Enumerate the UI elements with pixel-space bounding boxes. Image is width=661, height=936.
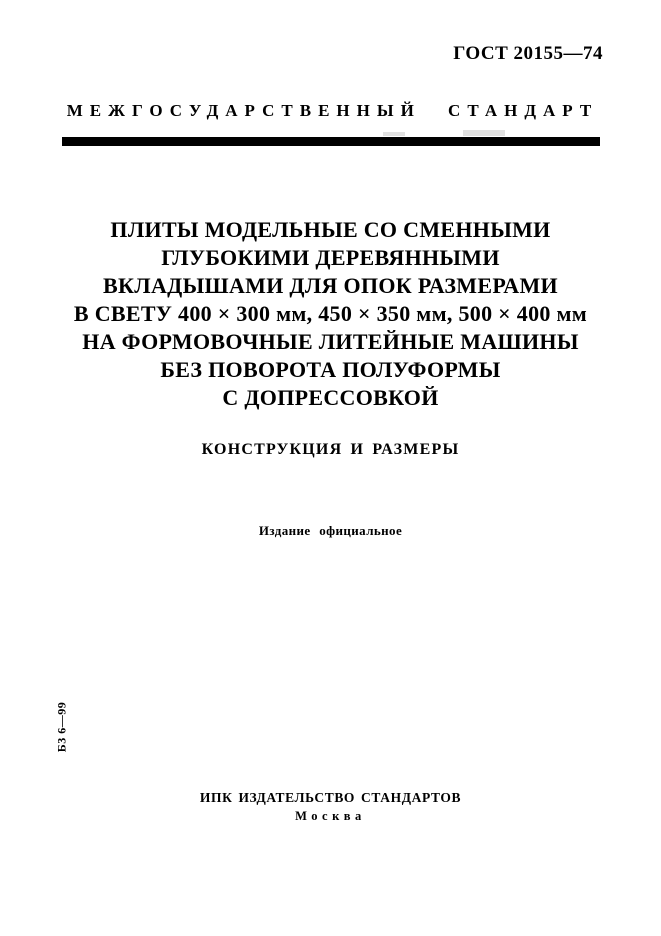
standard-code: ГОСТ 20155—74 [453, 43, 603, 64]
scan-artifact [383, 132, 405, 136]
edition-note: Издание официальное [258, 523, 403, 538]
title-line-6: БЕЗ ПОВОРОТА ПОЛУФОРМЫ [160, 357, 501, 382]
document-title [20, 216, 641, 412]
scan-artifact [463, 130, 505, 136]
title-line-4: В СВЕТУ 400 × 300 мм, 450 × 350 мм, 500 × 400 мм [73, 301, 588, 326]
title-line-1: ПЛИТЫ МОДЕЛЬНЫЕ СО СМЕННЫМИ [110, 217, 551, 242]
title-line-7: С ДОПРЕССОВКОЙ [222, 385, 439, 410]
title-line-2: ГЛУБОКИМИ ДЕРЕВЯННЫМИ [161, 245, 500, 270]
standard-category: МЕЖГОСУДАРСТВЕННЫЙ СТАНДАРТ [66, 101, 599, 120]
publisher-block [0, 790, 661, 824]
title-line-3: ВКЛАДЫШАМИ ДЛЯ ОПОК РАЗМЕРАМИ [103, 273, 558, 298]
publisher-city: Москва [295, 809, 366, 823]
divider-rule [62, 137, 600, 146]
publisher-name: ИПК ИЗДАТЕЛЬСТВО СТАНДАРТОВ [199, 790, 462, 805]
title-line-5: НА ФОРМОВОЧНЫЕ ЛИТЕЙНЫЕ МАШИНЫ [82, 329, 579, 354]
side-classification-code: Б3 6—99 [54, 701, 69, 753]
document-subtitle: КОНСТРУКЦИЯ И РАЗМЕРЫ [201, 441, 460, 458]
